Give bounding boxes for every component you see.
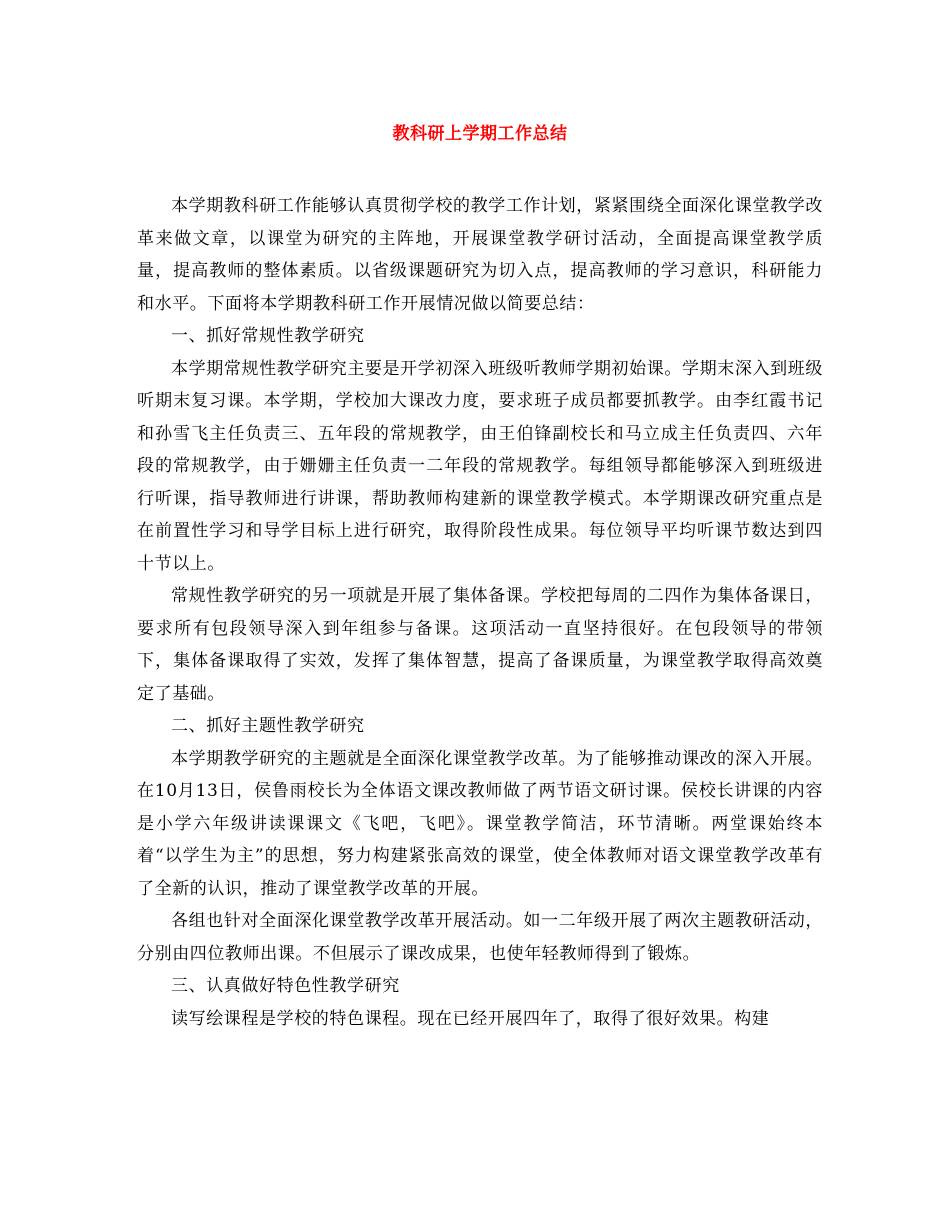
document-body (137, 190, 823, 1035)
section-heading-feature-research: 三、认真做好特色性教学研究 (171, 976, 400, 996)
body-paragraph: 本学期常规性教学研究主要是开学初深入班级听教师学期初始课。学期末深入到班级听期末复习课。本学期，学校加大课改力度，要求班子成员都要抓教学。由李红霞书记和孙雪飞主任负责三、五年段的常规教学，由王伯锋副校长和马立成主任负责四、六年段的常规教学，由于姗姗主任负责一二年段的常规教学。每组领导都能够深入到班级进行听课，指导教师进行讲课，帮助教师构建新的课堂教学模式。本学期课改研究重点是在前置性学习和导学目标上进行研究，取得阶段性成果。每位领导平均听课节数达到四十节以上。 (137, 358, 823, 574)
section-heading-theme-research: 二、抓好主题性教学研究 (171, 716, 365, 736)
body-paragraph: 常规性教学研究的另一项就是开展了集体备课。学校把每周的二四作为集体备课日，要求所有包段领导深入到年组参与备课。这项活动一直坚持很好。在包段领导的带领下，集体备课取得了实效，发挥了集体智慧，提高了备课质量，为课堂教学取得高效奠定了基础。 (137, 586, 823, 704)
body-paragraph: 本学期教学研究的主题就是全面深化课堂教学改革。为了能够推动课改的深入开展。在10月13日，侯鲁雨校长为全体语文课改教师做了两节语文研讨课。侯校长讲课的内容是小学六年级讲读课课文《飞吧，飞吧》。课堂教学简洁，环节清晰。两堂课始终本着“以学生为主”的思想，努力构建紧张高效的课堂，使全体教师对语文课堂教学改革有了全新的认识，推动了课堂教学改革的开展。 (137, 748, 823, 899)
body-paragraph: 各组也针对全面深化课堂教学改革开展活动。如一二年级开展了两次主题教研活动，分别由四位教师出课。不但展示了课改成果，也使年轻教师得到了锻炼。 (137, 911, 823, 964)
document-title: 教科研上学期工作总结 (392, 124, 568, 144)
section-heading-routine-research: 一、抓好常规性教学研究 (171, 326, 365, 346)
document-page (137, 118, 823, 1035)
intro-paragraph: 本学期教科研工作能够认真贯彻学校的教学工作计划，紧紧围绕全面深化课堂教学改革来做文章，以课堂为研究的主阵地，开展课堂教学研讨活动，全面提高课堂教学质量，提高教师的整体素质。以省级课题研究为切入点，提高教师的学习意识，科研能力和水平。下面将本学期教科研工作开展情况做以简要总结： (137, 196, 823, 314)
body-paragraph: 读写绘课程是学校的特色课程。现在已经开展四年了，取得了很好效果。构建 (171, 1008, 770, 1029)
